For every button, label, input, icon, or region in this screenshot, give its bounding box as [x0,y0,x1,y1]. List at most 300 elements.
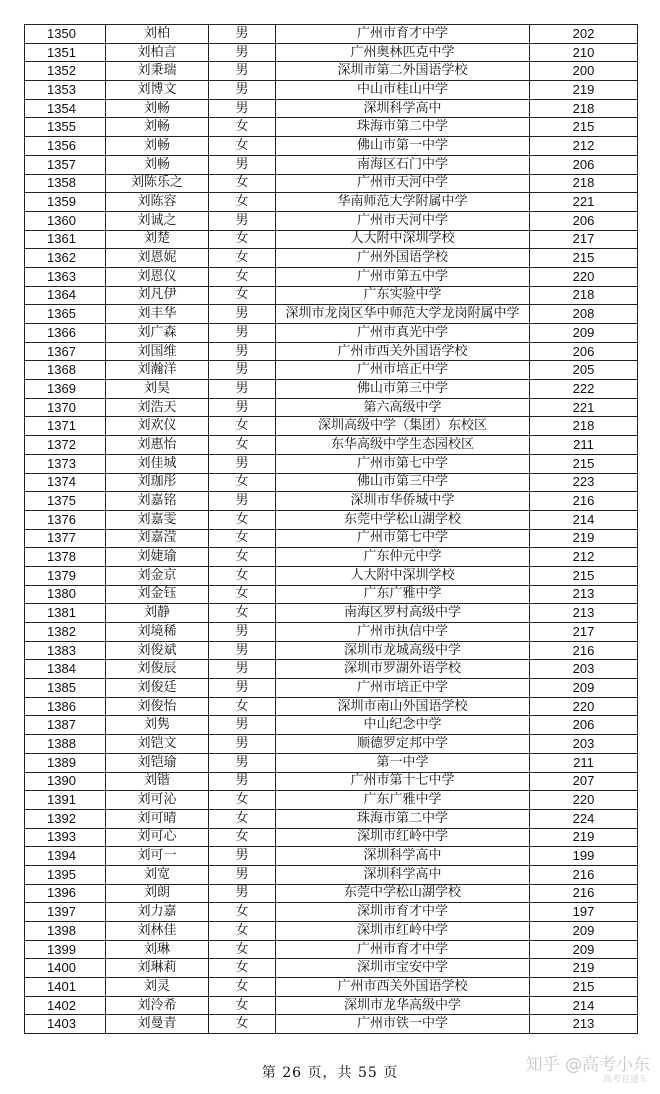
row-number-cell: 1378 [25,548,106,567]
row-number-cell: 1388 [25,735,106,754]
gender-cell: 女 [209,585,276,604]
row-number-cell: 1376 [25,510,106,529]
gender-cell: 男 [209,716,276,735]
school-name-cell: 深圳市南山外国语学校 [276,697,530,716]
table-row [25,398,638,417]
gender-cell: 男 [209,847,276,866]
gender-cell: 男 [209,772,276,791]
row-number-cell: 1358 [25,174,106,193]
school-name-cell: 广州市育才中学 [276,940,530,959]
table-row [25,193,638,212]
row-number-cell: 1386 [25,697,106,716]
table-row [25,791,638,810]
school-name-cell: 深圳市龙城高级中学 [276,641,530,660]
student-name-cell: 刘丰华 [106,305,209,324]
table-row [25,903,638,922]
student-name-cell: 刘恩仪 [106,267,209,286]
school-name-cell: 中山纪念中学 [276,716,530,735]
table-row [25,380,638,399]
score-cell: 203 [530,735,638,754]
student-name-cell: 刘朗 [106,884,209,903]
row-number-cell: 1351 [25,43,106,62]
gender-cell: 男 [209,492,276,511]
gender-cell: 女 [209,996,276,1015]
score-cell: 208 [530,305,638,324]
table-row [25,660,638,679]
gender-cell: 女 [209,809,276,828]
gender-cell: 男 [209,361,276,380]
gender-cell: 女 [209,436,276,455]
row-number-cell: 1395 [25,865,106,884]
score-cell: 216 [530,492,638,511]
row-number-cell: 1368 [25,361,106,380]
school-name-cell: 广州市第十七中学 [276,772,530,791]
table-row [25,847,638,866]
school-name-cell: 深圳市罗湖外语学校 [276,660,530,679]
student-name-cell: 刘俊斌 [106,641,209,660]
table-row [25,454,638,473]
score-cell: 220 [530,267,638,286]
student-name-cell: 刘俊辰 [106,660,209,679]
score-cell: 206 [530,211,638,230]
school-name-cell: 深圳科学高中 [276,865,530,884]
student-name-cell: 刘珈彤 [106,473,209,492]
student-name-cell: 刘嘉滢 [106,529,209,548]
score-cell: 215 [530,566,638,585]
score-cell: 203 [530,660,638,679]
student-name-cell: 刘广森 [106,324,209,343]
score-cell: 211 [530,753,638,772]
table-row [25,342,638,361]
score-cell: 219 [530,529,638,548]
student-name-cell: 刘昊 [106,380,209,399]
gender-cell: 女 [209,267,276,286]
row-number-cell: 1394 [25,847,106,866]
gender-cell: 女 [209,249,276,268]
table-row [25,828,638,847]
score-cell: 199 [530,847,638,866]
student-name-cell: 刘陈容 [106,193,209,212]
student-name-cell: 刘静 [106,604,209,623]
school-name-cell: 深圳市宝安中学 [276,959,530,978]
row-number-cell: 1398 [25,922,106,941]
table-row [25,809,638,828]
score-cell: 218 [530,99,638,118]
student-name-cell: 刘金京 [106,566,209,585]
watermark: 知乎 @高考小东 [525,1055,650,1075]
school-name-cell: 佛山市第一中学 [276,137,530,156]
school-name-cell: 深圳高级中学（集团）东校区 [276,417,530,436]
table-row [25,548,638,567]
school-name-cell: 广州市第七中学 [276,454,530,473]
row-number-cell: 1353 [25,81,106,100]
school-name-cell: 广州市培正中学 [276,361,530,380]
table-row [25,174,638,193]
gender-cell: 女 [209,697,276,716]
gender-cell: 男 [209,155,276,174]
school-name-cell: 广州市第五中学 [276,267,530,286]
table-row [25,978,638,997]
gender-cell: 男 [209,211,276,230]
row-number-cell: 1364 [25,286,106,305]
student-name-cell: 刘铠文 [106,735,209,754]
score-cell: 224 [530,809,638,828]
gender-cell: 女 [209,417,276,436]
student-name-cell: 刘欢仪 [106,417,209,436]
score-cell: 209 [530,324,638,343]
student-name-cell: 刘恩妮 [106,249,209,268]
row-number-cell: 1356 [25,137,106,156]
table-row [25,249,638,268]
score-cell: 206 [530,716,638,735]
school-name-cell: 广东仲元中学 [276,548,530,567]
school-name-cell: 华南师范大学附属中学 [276,193,530,212]
row-number-cell: 1387 [25,716,106,735]
school-name-cell: 东莞中学松山湖学校 [276,884,530,903]
score-cell: 216 [530,865,638,884]
row-number-cell: 1359 [25,193,106,212]
score-cell: 222 [530,380,638,399]
row-number-cell: 1360 [25,211,106,230]
school-name-cell: 深圳市育才中学 [276,903,530,922]
score-cell: 217 [530,230,638,249]
student-name-cell: 刘可晴 [106,809,209,828]
table-row [25,959,638,978]
table-row [25,324,638,343]
row-number-cell: 1352 [25,62,106,81]
score-cell: 221 [530,193,638,212]
score-cell: 206 [530,342,638,361]
table-row [25,529,638,548]
table-row [25,361,638,380]
table-row [25,604,638,623]
student-name-cell: 刘畅 [106,137,209,156]
score-cell: 210 [530,43,638,62]
table-row [25,641,638,660]
student-name-cell: 刘境稀 [106,623,209,642]
student-name-cell: 刘可一 [106,847,209,866]
gender-cell: 男 [209,660,276,679]
table-row [25,492,638,511]
school-name-cell: 深圳市龙华高级中学 [276,996,530,1015]
gender-cell: 男 [209,99,276,118]
row-number-cell: 1389 [25,753,106,772]
gender-cell: 女 [209,903,276,922]
school-name-cell: 深圳市龙岗区华中师范大学龙岗附属中学 [276,305,530,324]
student-name-cell: 刘诚之 [106,211,209,230]
school-name-cell: 深圳市红岭中学 [276,828,530,847]
table-row [25,81,638,100]
school-name-cell: 顺德罗定邦中学 [276,735,530,754]
row-number-cell: 1369 [25,380,106,399]
gender-cell: 男 [209,62,276,81]
row-number-cell: 1396 [25,884,106,903]
gender-cell: 男 [209,305,276,324]
score-cell: 212 [530,137,638,156]
student-name-cell: 刘秉瑞 [106,62,209,81]
table-row [25,697,638,716]
school-name-cell: 深圳科学高中 [276,99,530,118]
row-number-cell: 1362 [25,249,106,268]
row-number-cell: 1393 [25,828,106,847]
table-row [25,62,638,81]
gender-cell: 男 [209,679,276,698]
table-row [25,99,638,118]
gender-cell: 女 [209,137,276,156]
table-row [25,137,638,156]
row-number-cell: 1361 [25,230,106,249]
table-row [25,1015,638,1034]
row-number-cell: 1354 [25,99,106,118]
school-name-cell: 广州市育才中学 [276,25,530,44]
row-number-cell: 1357 [25,155,106,174]
watermark-sub: 高考直通车 [602,1075,648,1085]
school-name-cell: 珠海市第二中学 [276,809,530,828]
gender-cell: 女 [209,791,276,810]
school-name-cell: 东华高级中学生态园校区 [276,436,530,455]
student-name-cell: 刘嘉铭 [106,492,209,511]
school-name-cell: 广州市第七中学 [276,529,530,548]
score-cell: 214 [530,510,638,529]
school-name-cell: 深圳市第二外国语学校 [276,62,530,81]
score-cell: 213 [530,604,638,623]
table-row [25,996,638,1015]
gender-cell: 女 [209,566,276,585]
row-number-cell: 1365 [25,305,106,324]
school-name-cell: 第一中学 [276,753,530,772]
gender-cell: 女 [209,940,276,959]
gender-cell: 女 [209,174,276,193]
results-table-container [24,24,637,1034]
gender-cell: 男 [209,623,276,642]
school-name-cell: 第六高级中学 [276,398,530,417]
student-name-cell: 刘佳城 [106,454,209,473]
table-row [25,716,638,735]
score-cell: 221 [530,398,638,417]
table-row [25,211,638,230]
score-cell: 217 [530,623,638,642]
student-name-cell: 刘国维 [106,342,209,361]
score-cell: 216 [530,884,638,903]
school-name-cell: 广东广雅中学 [276,791,530,810]
school-name-cell: 广州市天河中学 [276,211,530,230]
row-number-cell: 1381 [25,604,106,623]
row-number-cell: 1385 [25,679,106,698]
row-number-cell: 1377 [25,529,106,548]
table-row [25,566,638,585]
student-name-cell: 刘畅 [106,99,209,118]
score-cell: 216 [530,641,638,660]
student-name-cell: 刘锴 [106,772,209,791]
school-name-cell: 东莞中学松山湖学校 [276,510,530,529]
student-name-cell: 刘俊怡 [106,697,209,716]
gender-cell: 男 [209,454,276,473]
gender-cell: 男 [209,43,276,62]
gender-cell: 女 [209,193,276,212]
table-row [25,25,638,44]
school-name-cell: 人大附中深圳学校 [276,566,530,585]
gender-cell: 男 [209,81,276,100]
row-number-cell: 1366 [25,324,106,343]
gender-cell: 女 [209,230,276,249]
student-name-cell: 刘畅 [106,155,209,174]
score-cell: 213 [530,585,638,604]
student-name-cell: 刘凡伊 [106,286,209,305]
school-name-cell: 广州市西关外国语学校 [276,342,530,361]
table-row [25,884,638,903]
results-table-body [25,25,638,1034]
school-name-cell: 广州外国语学校 [276,249,530,268]
gender-cell: 女 [209,286,276,305]
gender-cell: 女 [209,510,276,529]
row-number-cell: 1401 [25,978,106,997]
gender-cell: 女 [209,978,276,997]
row-number-cell: 1390 [25,772,106,791]
row-number-cell: 1384 [25,660,106,679]
page-number: 第 26 页，共 55 页 [261,1065,399,1081]
student-name-cell: 刘力嘉 [106,903,209,922]
table-row [25,585,638,604]
school-name-cell: 珠海市第二中学 [276,118,530,137]
school-name-cell: 深圳市华侨城中学 [276,492,530,511]
row-number-cell: 1355 [25,118,106,137]
student-name-cell: 刘泠希 [106,996,209,1015]
row-number-cell: 1367 [25,342,106,361]
score-cell: 205 [530,361,638,380]
table-row [25,305,638,324]
student-name-cell: 刘铠瑜 [106,753,209,772]
score-cell: 200 [530,62,638,81]
row-number-cell: 1391 [25,791,106,810]
student-name-cell: 刘嘉雯 [106,510,209,529]
table-row [25,473,638,492]
score-cell: 219 [530,959,638,978]
score-cell: 209 [530,679,638,698]
student-name-cell: 刘灵 [106,978,209,997]
school-name-cell: 广州市铁一中学 [276,1015,530,1034]
student-name-cell: 刘柏言 [106,43,209,62]
row-number-cell: 1373 [25,454,106,473]
student-name-cell: 刘柏 [106,25,209,44]
school-name-cell: 广州市真光中学 [276,324,530,343]
school-name-cell: 南海区罗村高级中学 [276,604,530,623]
gender-cell: 男 [209,324,276,343]
score-cell: 215 [530,454,638,473]
school-name-cell: 广州市西关外国语学校 [276,978,530,997]
gender-cell: 男 [209,735,276,754]
gender-cell: 男 [209,884,276,903]
table-row [25,865,638,884]
gender-cell: 男 [209,865,276,884]
table-row [25,155,638,174]
score-cell: 218 [530,417,638,436]
table-row [25,43,638,62]
school-name-cell: 广东实验中学 [276,286,530,305]
student-name-cell: 刘隽 [106,716,209,735]
school-name-cell: 南海区石门中学 [276,155,530,174]
row-number-cell: 1399 [25,940,106,959]
student-name-cell: 刘琳莉 [106,959,209,978]
gender-cell: 女 [209,604,276,623]
gender-cell: 男 [209,380,276,399]
school-name-cell: 广东广雅中学 [276,585,530,604]
row-number-cell: 1382 [25,623,106,642]
gender-cell: 女 [209,959,276,978]
row-number-cell: 1383 [25,641,106,660]
row-number-cell: 1379 [25,566,106,585]
gender-cell: 女 [209,118,276,137]
table-row [25,118,638,137]
student-name-cell: 刘可心 [106,828,209,847]
score-cell: 223 [530,473,638,492]
score-cell: 218 [530,286,638,305]
student-name-cell: 刘宽 [106,865,209,884]
student-name-cell: 刘浩天 [106,398,209,417]
school-name-cell: 广州市天河中学 [276,174,530,193]
score-cell: 206 [530,155,638,174]
row-number-cell: 1350 [25,25,106,44]
student-name-cell: 刘博文 [106,81,209,100]
gender-cell: 男 [209,753,276,772]
gender-cell: 女 [209,922,276,941]
student-name-cell: 刘惠怡 [106,436,209,455]
row-number-cell: 1397 [25,903,106,922]
score-cell: 215 [530,249,638,268]
table-row [25,623,638,642]
gender-cell: 男 [209,641,276,660]
score-cell: 207 [530,772,638,791]
score-cell: 219 [530,81,638,100]
student-name-cell: 刘畅 [106,118,209,137]
table-row [25,286,638,305]
row-number-cell: 1372 [25,436,106,455]
school-name-cell: 深圳市红岭中学 [276,922,530,941]
score-cell: 214 [530,996,638,1015]
table-row [25,510,638,529]
score-cell: 219 [530,828,638,847]
score-cell: 215 [530,118,638,137]
student-name-cell: 刘林佳 [106,922,209,941]
student-name-cell: 刘俊廷 [106,679,209,698]
row-number-cell: 1392 [25,809,106,828]
row-number-cell: 1370 [25,398,106,417]
gender-cell: 女 [209,473,276,492]
school-name-cell: 人大附中深圳学校 [276,230,530,249]
results-table [24,24,638,1034]
score-cell: 211 [530,436,638,455]
row-number-cell: 1400 [25,959,106,978]
row-number-cell: 1371 [25,417,106,436]
student-name-cell: 刘陈乐之 [106,174,209,193]
gender-cell: 女 [209,1015,276,1034]
row-number-cell: 1374 [25,473,106,492]
student-name-cell: 刘金钰 [106,585,209,604]
gender-cell: 男 [209,398,276,417]
table-row [25,735,638,754]
score-cell: 212 [530,548,638,567]
school-name-cell: 中山市桂山中学 [276,81,530,100]
school-name-cell: 广州市执信中学 [276,623,530,642]
student-name-cell: 刘瀚洋 [106,361,209,380]
student-name-cell: 刘婕瑜 [106,548,209,567]
score-cell: 209 [530,940,638,959]
score-cell: 197 [530,903,638,922]
school-name-cell: 深圳科学高中 [276,847,530,866]
school-name-cell: 佛山市第三中学 [276,473,530,492]
table-row [25,230,638,249]
score-cell: 202 [530,25,638,44]
score-cell: 220 [530,791,638,810]
